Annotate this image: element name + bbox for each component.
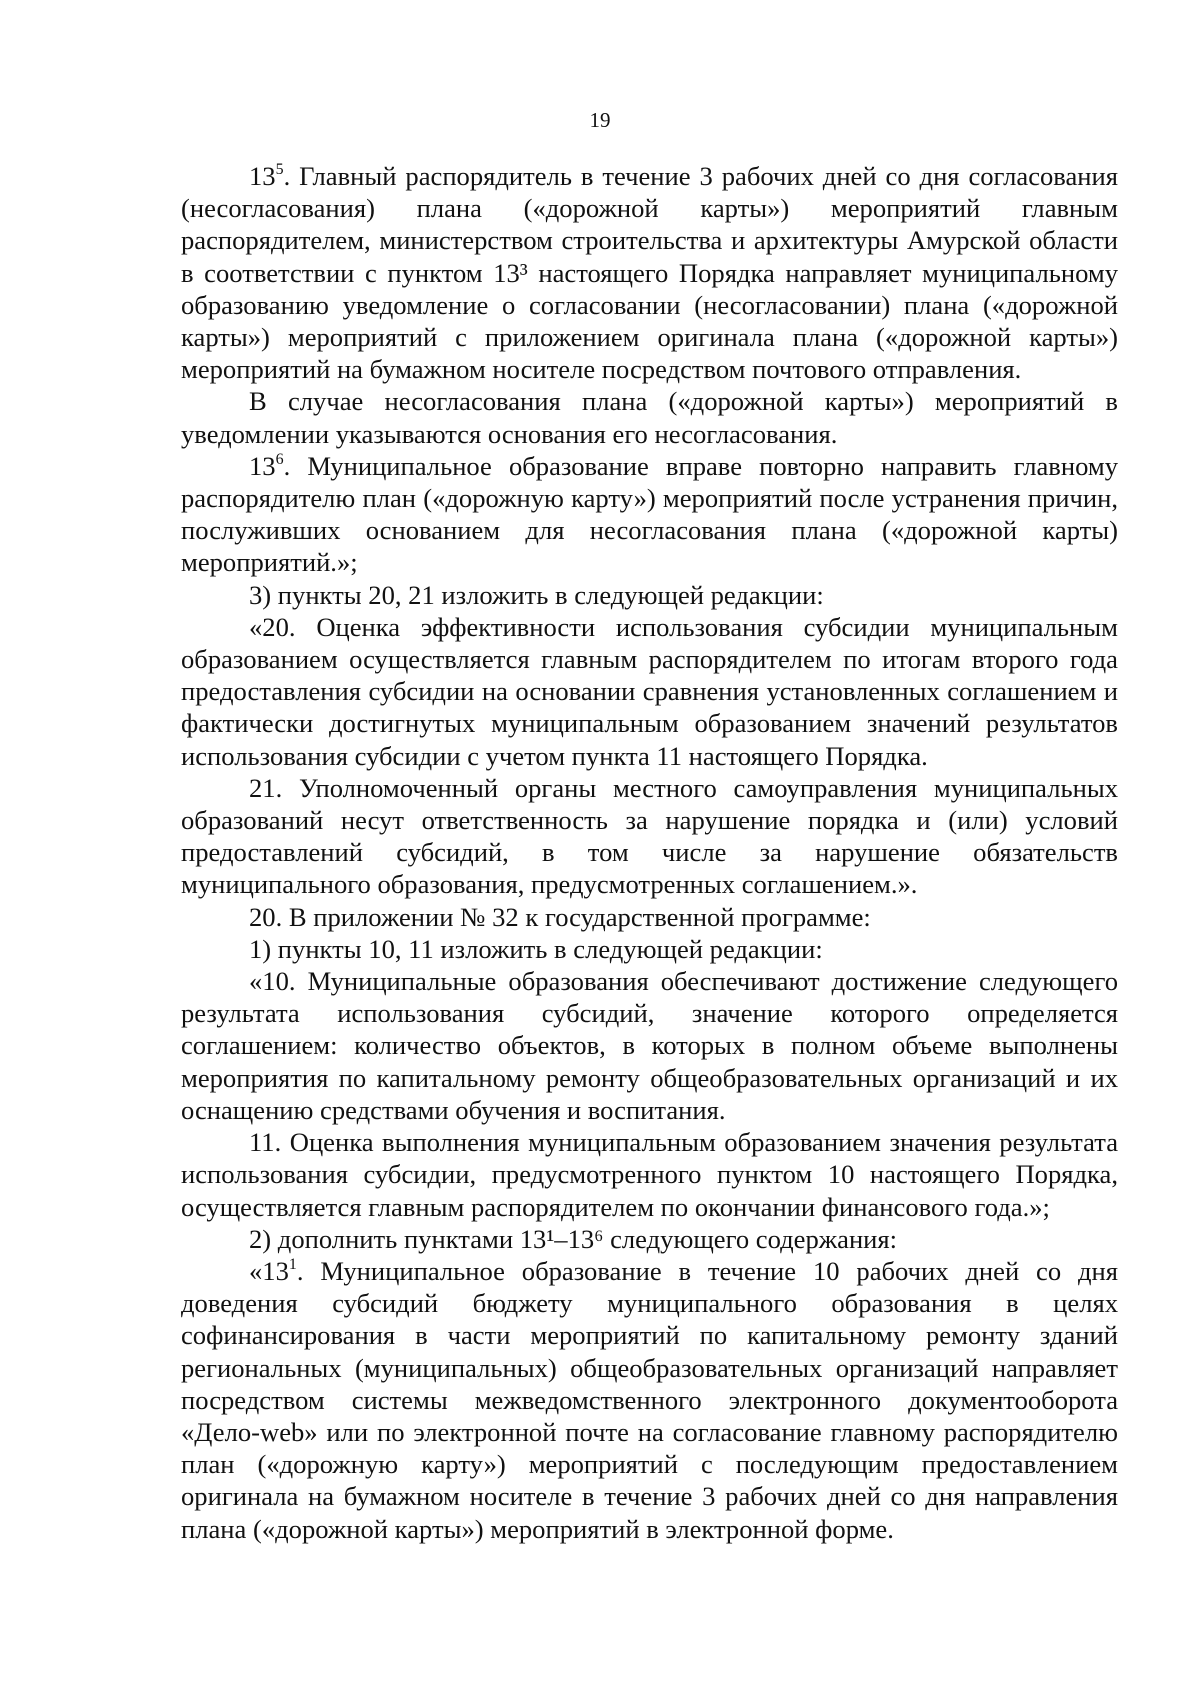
document-body bbox=[181, 160, 1118, 1545]
paragraph-items-10-11: 1) пункты 10, 11 изложить в следующей редакции: bbox=[249, 933, 823, 964]
paragraph-add-items: 2) дополнить пунктами 13¹–13⁶ следующего содержания: bbox=[249, 1223, 898, 1254]
paragraph-13-1: «$13^1$. Муниципальное образование в течение 10 рабочих дней со дня доведения субсидий бюджету муниципального образования в целях софинансирования в части мероприятий по капитальному ремонту зданий региональных (муниципальных) общеобразовательных организаций направляет посредством системы межведомственного электронного документооборота «Дело-web» или по электронной почте на согласование главному распорядителю план («дорожную карту») мероприятий с последующим предоставлением оригинала на бумажном носителе в течение 3 рабочих дней со дня направления плана («дорожной карты») мероприятий в электронной форме. bbox=[181, 1255, 1118, 1544]
paragraph-11: 11. Оценка выполнения муниципальным образованием значения результата использования субсидии, предусмотренного пунктом 10 настоящего Порядка, осуществляется главным распорядителем по окончании финансового года.»; bbox=[181, 1127, 1118, 1222]
paragraph-21: 21. Уполномоченный органы местного самоуправления муниципальных образований несут ответственность за нарушение порядка и (или) условий предоставлений субсидий, в том числе за нарушение обязательств муниципального образования, предусмотренных соглашением.». bbox=[181, 772, 1118, 900]
page-number: 19 bbox=[589, 108, 611, 132]
paragraph-13-5: $13^5$. Главный распорядитель в течение 3 рабочих дней со дня согласования (несогласования) плана («дорожной карты») мероприятий главным распорядителем, министерством строительства и архитектуры Амурской области в соответствии с пунктом 13³ настоящего Порядка направляет муниципальному образованию уведомление о согласовании (несогласовании) плана («дорожной карты») мероприятий с приложением оригинала плана («дорожной карты») мероприятий на бумажном носителе посредством почтового отправления. bbox=[181, 161, 1118, 385]
paragraph-13-6: $13^6$. Муниципальное образование вправе повторно направить главному распорядителю план («дорожную карту») мероприятий после устранения причин, послуживших основанием для несогласования плана («дорожной карты) мероприятий.»; bbox=[181, 450, 1118, 578]
paragraph-10: «10. Муниципальные образования обеспечивают достижение следующего результата использования субсидий, значение которого определяется соглашением: количество объектов, в которых в полном объеме выполнены мероприятия по капитальному ремонту общеобразовательных организаций и их оснащению средствами обучения и воспитания. bbox=[181, 966, 1118, 1125]
paragraph-appendix-32: 20. В приложении № 32 к государственной программе: bbox=[249, 901, 871, 932]
paragraph-20: «20. Оценка эффективности использования субсидии муниципальным образованием осуществляется главным распорядителем по итогам второго года предоставления субсидии на основании сравнения установленных соглашением и фактически достигнутых муниципальным образованием значений результатов использования субсидии с учетом пункта 11 настоящего Порядка. bbox=[181, 611, 1118, 771]
paragraph-non-approval: В случае несогласования плана («дорожной карты») мероприятий в уведомлении указываются основания его несогласования. bbox=[181, 386, 1118, 449]
paragraph-items-20-21: 3) пункты 20, 21 изложить в следующей редакции: bbox=[249, 579, 824, 610]
